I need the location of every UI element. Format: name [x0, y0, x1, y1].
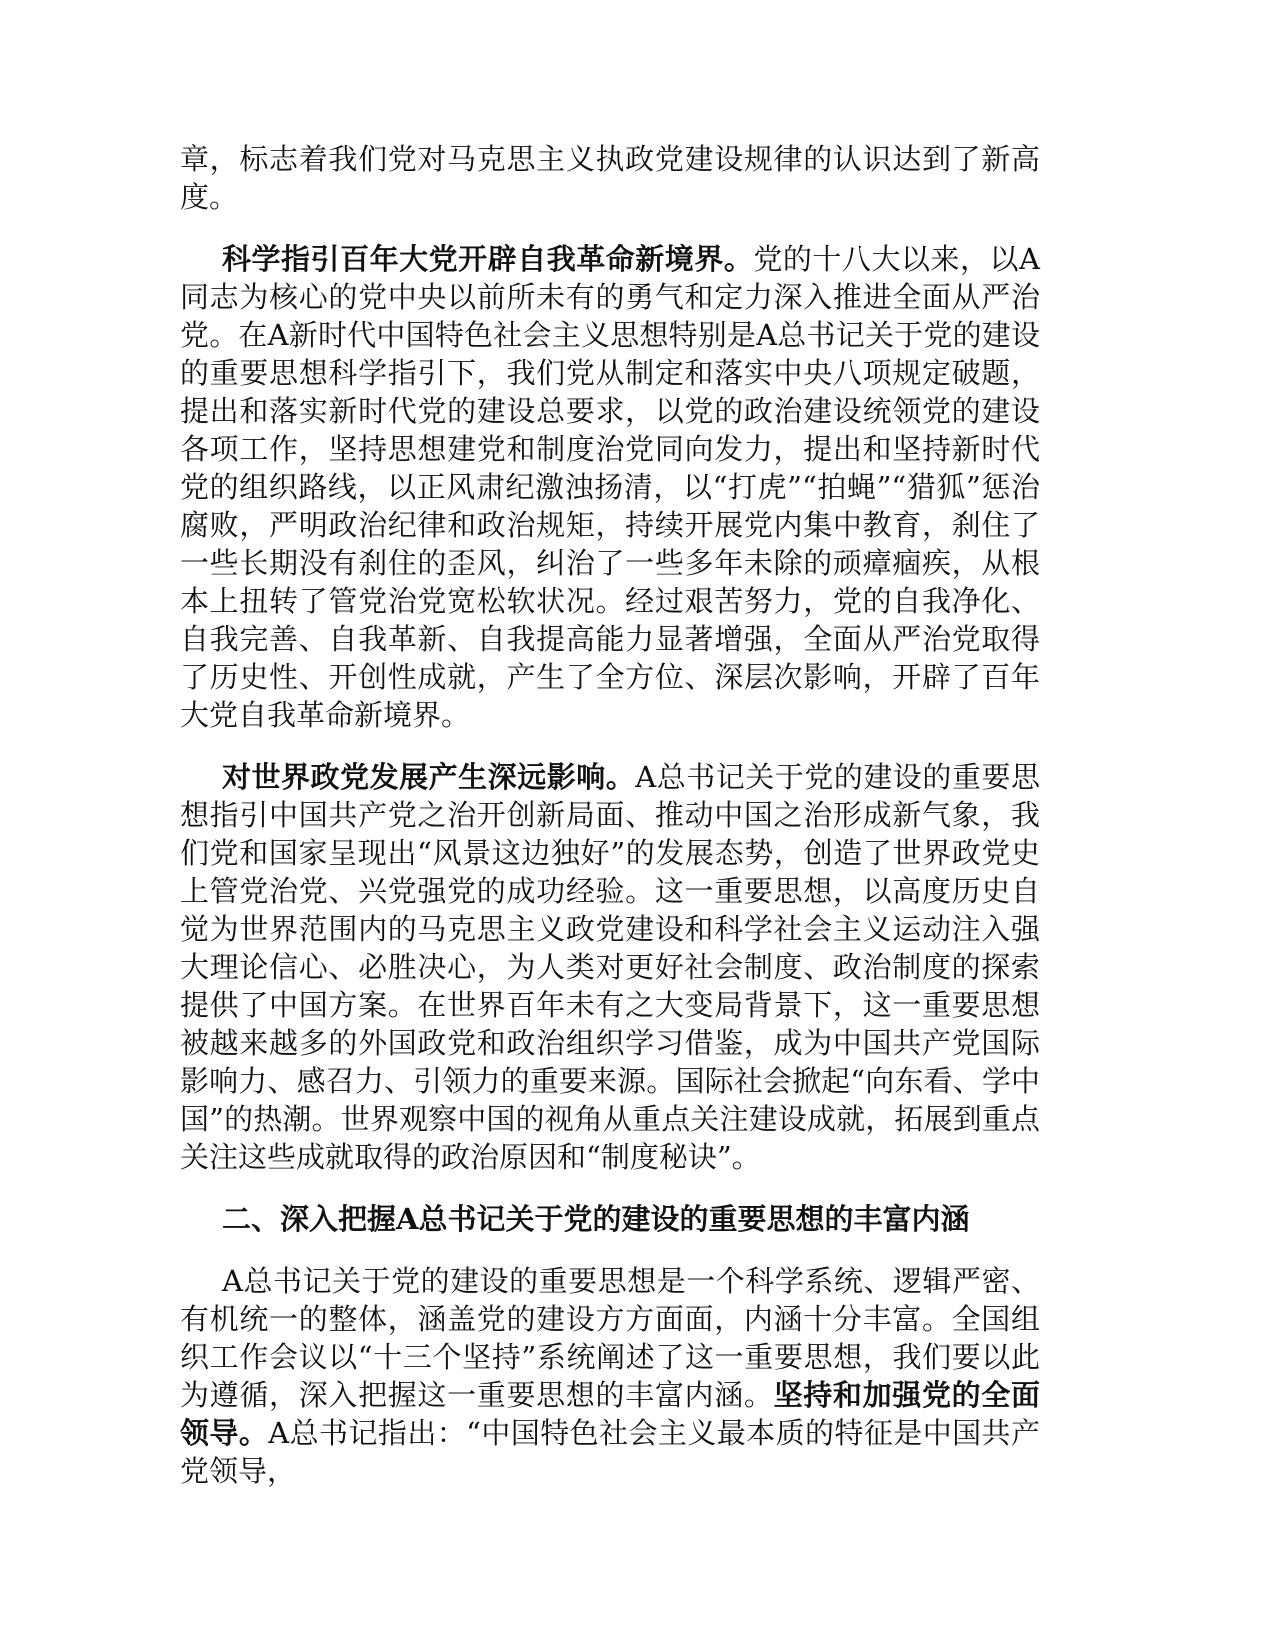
section-heading: 二、深入把握A总书记关于党的建设的重要思想的丰富内涵: [222, 1202, 970, 1236]
paragraph-world-influence: [180, 758, 1040, 1176]
paragraph-self-revolution: [180, 240, 1040, 734]
document-page: [180, 140, 1040, 1514]
paragraph-lead-bold: 科学指引百年大党开辟自我革命新境界。: [222, 242, 754, 276]
paragraph-lead-bold: 对世界政党发展产生深远影响。: [222, 760, 636, 794]
paragraph-text: A总书记关于党的建设的重要思想指引中国共产党之治开创新局面、推动中国之治形成新气象，我们党和国家呈现出“风景这边独好”的发展态势，创造了世界政党史上管党治党、兴党强党的成功经验。这一重要思想，以高度历史自觉为世界范围内的马克思主义政党建设和科学社会主义运动注入强大理论信心、必胜决心，为人类对更好社会制度、政治制度的探索提供了中国方案。在世界百年未有之大变局背景下，这一重要思想被越来越多的外国政党和政治组织学习借鉴，成为中国共产党国际影响力、感召力、引领力的重要来源。国际社会掀起“向东看、学中国”的热潮。世界观察中国的视角从重点关注建设成就，拓展到重点关注这些成就取得的政治原因和“制度秘诀”。: [180, 760, 1040, 1174]
paragraph-text: 章，标志着我们党对马克思主义执政党建设规律的认识达到了新高度。: [180, 142, 1040, 214]
paragraph-text: A总书记关于党的建设的重要思想是一个科学系统、逻辑严密、有机统一的整体，涵盖党的建设方方面面，内涵十分丰富。全国组织工作会议以“十三个坚持”系统阐述了这一重要思想，我们要以此为遵循，深入把握这一重要思想的丰富内涵。: [180, 1264, 1040, 1412]
paragraph-continued: [180, 140, 1040, 216]
paragraph-text-tail: A总书记指出：“中国特色社会主义最本质的特征是中国共产党领导，: [180, 1416, 1040, 1488]
paragraph-rich-connotation: [180, 1262, 1040, 1490]
paragraph-inline-bold: 坚持和加强党的全面领导。: [180, 1378, 1040, 1450]
paragraph-text: 党的十八大以来，以A同志为核心的党中央以前所未有的勇气和定力深入推进全面从严治党。在A新时代中国特色社会主义思想特别是A总书记关于党的建设的重要思想科学指引下，我们党从制定和落实中央八项规定破题，提出和落实新时代党的建设总要求，以党的政治建设统领党的建设各项工作，坚持思想建党和制度治党同向发力，提出和坚持新时代党的组织路线，以正风肃纪激浊扬清，以“打虎”“拍蝇”“猎狐”惩治腐败，严明政治纪律和政治规矩，持续开展党内集中教育，刹住了一些长期没有刹住的歪风，纠治了一些多年未除的顽瘴痼疾，从根本上扭转了管党治党宽松软状况。经过艰苦努力，党的自我净化、自我完善、自我革新、自我提高能力显著增强，全面从严治党取得了历史性、开创性成就，产生了全方位、深层次影响，开辟了百年大党自我革命新境界。: [180, 242, 1040, 732]
